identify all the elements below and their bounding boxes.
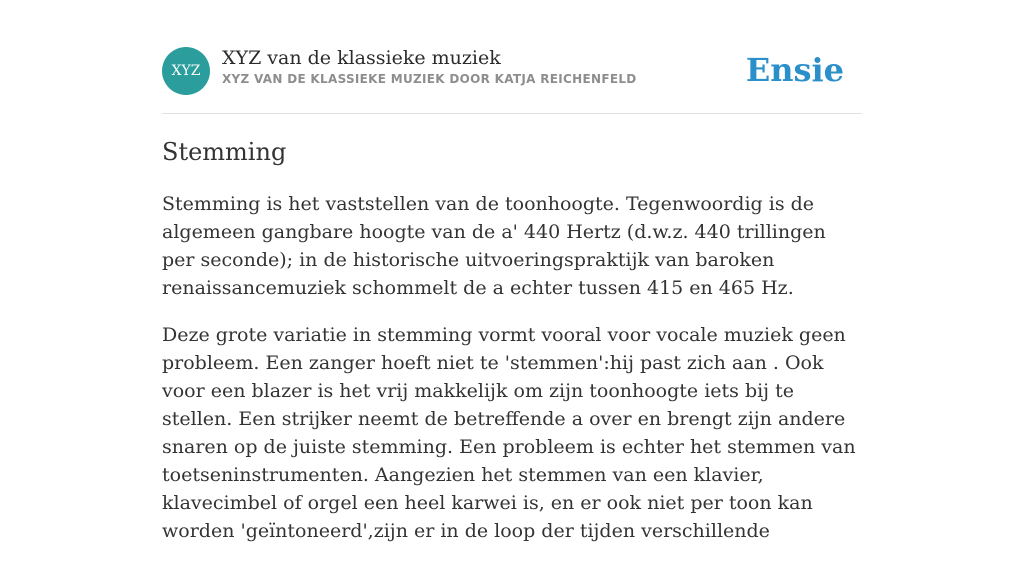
article [162, 136, 864, 564]
brand-logo[interactable]: Ensie [745, 51, 844, 89]
avatar[interactable]: XYZ [162, 47, 210, 95]
article-paragraph: Deze grote variatie in stemming vormt vooral voor vocale muziek geen probleem. Een zanger hoeft niet te 'stemmen':hij past zich aan . Ook voor een blazer is het vrij makkelijk om zijn toonhoogte iets bij te stellen. Een strijker neemt de betreffende a over en brengt zijn andere snaren op de juiste stemming. Een probleem is echter het stemmen van toetseninstrumenten. Aangezien het stemmen van een klavier, klavecimbel of orgel een heel karwei is, en er ook niet per toon kan worden 'geïntoneerd',zijn er in de loop der tijden verschillende [162, 324, 856, 542]
source-title[interactable]: XYZ van de klassieke muziek [222, 47, 501, 69]
article-heading: Stemming [162, 138, 287, 166]
header-titles [222, 46, 637, 86]
article-paragraph: Stemming is het vaststellen van de toonhoogte. Tegenwoordig is de algemeen gangbare hoogte van de a' 440 Hertz (d.w.z. 440 trillingen per seconde); in de historische uitvoeringspraktijk van baroken renaissancemuziek schommelt de a echter tussen 415 en 465 Hz. [162, 193, 826, 299]
header [162, 40, 862, 114]
source-subtitle[interactable]: XYZ VAN DE KLASSIEKE MUZIEK DOOR KATJA REICHENFELD [222, 72, 637, 86]
